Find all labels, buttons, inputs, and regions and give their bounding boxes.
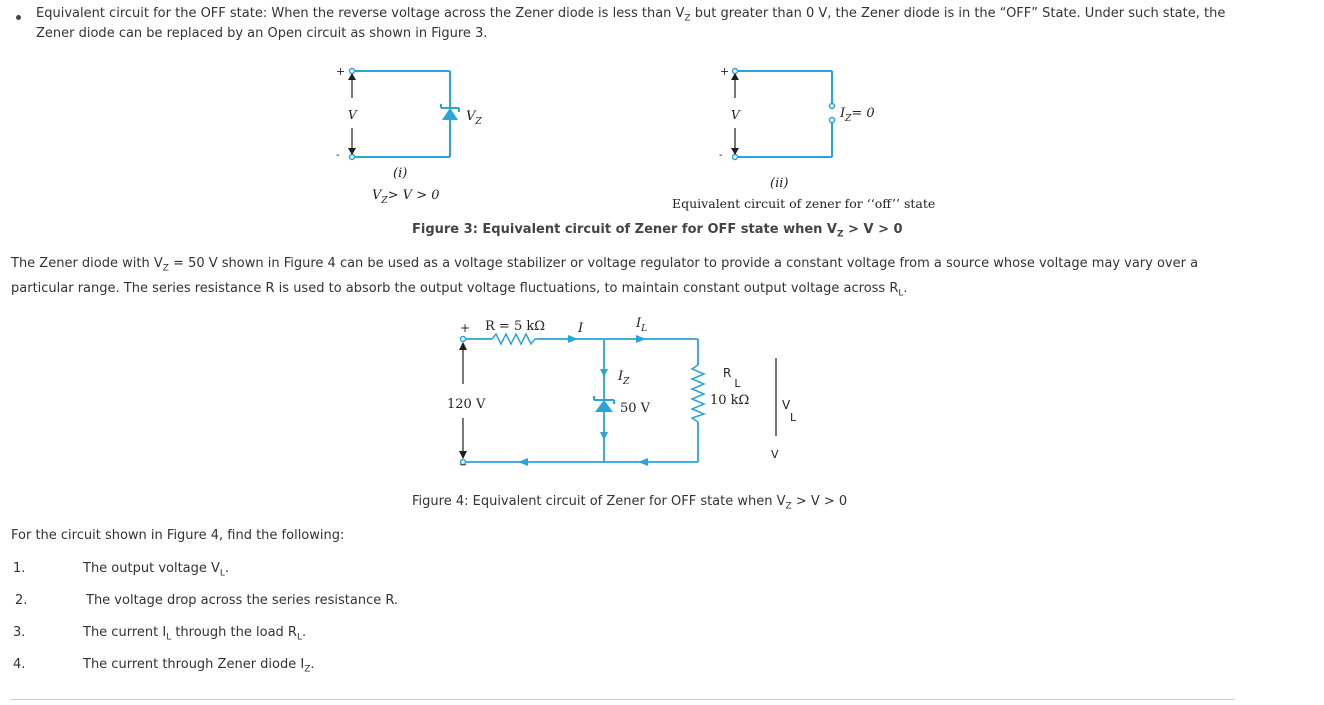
f3-c1-label: (i) bbox=[393, 166, 408, 181]
load-resistor bbox=[692, 365, 704, 422]
f4-iz-label: $I_Z$ bbox=[618, 369, 630, 387]
question-intro: For the circuit shown in Figure 4, find the following: bbox=[11, 528, 345, 543]
f3-c1-minus: - bbox=[336, 148, 340, 161]
question-item-4: The current through Zener diode $I_Z$. bbox=[83, 657, 315, 675]
question-item-2-number: 2. bbox=[15, 593, 28, 608]
f3-c2-label: (ii) bbox=[770, 176, 789, 191]
f4-plus: + bbox=[460, 321, 471, 335]
intro-line-2: Zener diode can be replaced by an Open circuit as shown in Figure 3. bbox=[36, 26, 488, 41]
f3-c2-minus: - bbox=[719, 148, 723, 161]
figure-3-caption: Figure 3: Equivalent circuit of Zener for OFF state when $V_Z > V > 0$ bbox=[412, 222, 903, 240]
figure-4-caption: Figure 4: Equivalent circuit of Zener for OFF state when $V_Z > V > 0$ bbox=[412, 494, 848, 512]
f4-il-label: $I_L$ bbox=[636, 316, 648, 334]
figure-4-wires bbox=[461, 337, 699, 465]
question-item-4-number: 4. bbox=[13, 657, 26, 672]
f3-c2-plus: + bbox=[720, 65, 730, 78]
question-item-3: The current $I_L$ through the load $R_L$. bbox=[83, 625, 307, 643]
f4-rl-value: 10 kΩ bbox=[710, 393, 750, 408]
figure-4-diagram bbox=[440, 310, 810, 470]
paragraph-line-2: particular range. The series resistance R is used to absorb the output voltage fluctuations, to maintain constant output voltage across $R_L$. bbox=[11, 281, 908, 299]
f4-vl-label: VL bbox=[782, 398, 797, 424]
bottom-divider bbox=[10, 699, 1235, 700]
zener-diode bbox=[595, 400, 613, 412]
f4-i-label: I bbox=[578, 321, 584, 336]
series-resistor bbox=[492, 334, 538, 344]
f4-zener-voltage: 50 V bbox=[620, 401, 651, 416]
f4-minus: − bbox=[459, 460, 468, 470]
f3-c1-v: V bbox=[348, 108, 357, 122]
paragraph-line-1: The Zener diode with $V_Z = 50$ V shown in Figure 4 can be used as a voltage stabilizer or voltage regulator to provide a constant voltage from a source whose voltage may vary over a bbox=[11, 256, 1199, 274]
f3-c1-condition: $V_Z> V > 0$ bbox=[372, 188, 440, 206]
f3-c2-v: V bbox=[731, 108, 740, 122]
intro-line-1: Equivalent circuit for the OFF state: When the reverse voltage across the Zener diode is less than $V_Z$ but greater than 0 V, the Zener diode is in the “OFF” State. Under such state, the bbox=[36, 6, 1226, 24]
f3-c2-caption: Equivalent circuit of zener for ‘‘off’’ state bbox=[672, 196, 936, 211]
f4-source-voltage: 120 V bbox=[447, 397, 486, 412]
question-item-2: The voltage drop across the series resistance R. bbox=[86, 593, 399, 608]
question-item-3-number: 3. bbox=[13, 625, 26, 640]
f4-vl-arrowhead: V bbox=[771, 448, 779, 461]
f3-c2-iz: $I_Z= 0$ bbox=[840, 106, 875, 124]
f3-c1-plus: + bbox=[336, 65, 346, 78]
bullet-dot bbox=[16, 15, 21, 20]
question-item-1-number: 1. bbox=[13, 561, 26, 576]
f4-r-label: R = 5 kΩ bbox=[485, 319, 546, 334]
f3-c1-vz: $V_Z$ bbox=[466, 109, 482, 127]
f4-rl-label: RL bbox=[723, 366, 741, 390]
figure-3-circuit-ii bbox=[731, 69, 835, 160]
figure-3-circuit-i bbox=[348, 69, 459, 160]
figure-3-diagram bbox=[320, 58, 940, 218]
question-item-1: The output voltage $V_L$. bbox=[83, 561, 230, 579]
